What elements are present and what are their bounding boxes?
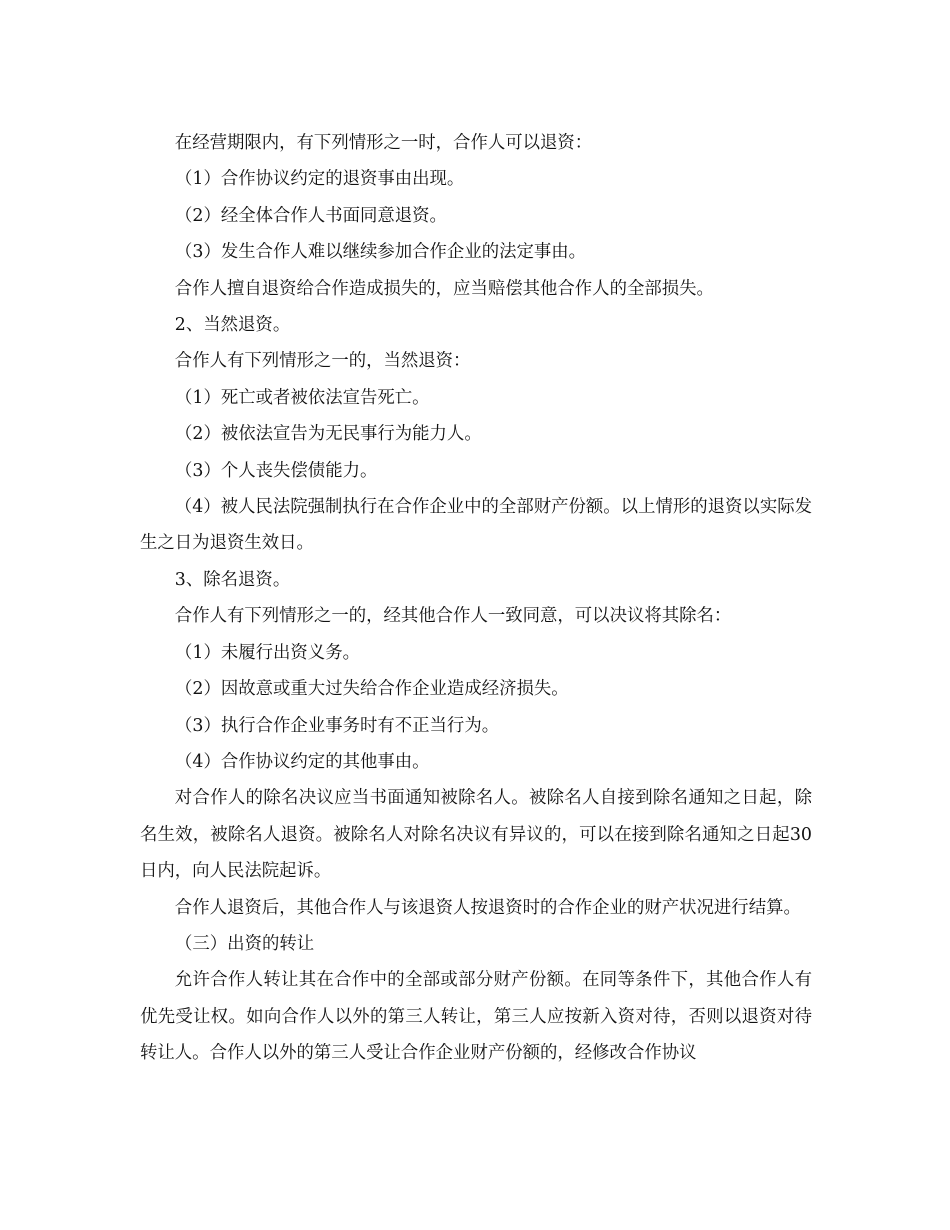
paragraph-withdrawal-intro: 在经营期限内，有下列情形之一时，合作人可以退资：: [174, 133, 593, 153]
list-item: （1）合作协议约定的退资事由出现。: [175, 169, 465, 190]
section-heading-automatic-withdrawal: 2、当然退资。: [174, 315, 291, 336]
paragraph-transfer: 允许合作人转让其在合作中的全部或部分财产份额。在同等条件下，其他合作人有优先受让权。如向合作人以外的第三人转让，第三人应按新入资对待，否则以退资对待转让人。合作人以外的第三人受让合作企业财产份额的，经修改合作协议: [140, 970, 812, 1064]
paragraph-expulsion-notice: 对合作人的除名决议应当书面通知被除名人。被除名人自接到除名通知之日起，除名生效，被除名人退资。被除名人对除名决议有异议的，可以在接到除名通知之日起30日内，向人民法院起诉。: [140, 788, 812, 882]
document-body: [140, 125, 812, 1072]
list-item: （3）发生合作人难以继续参加合作企业的法定事由。: [175, 242, 587, 263]
section-heading-transfer: （三）出资的转让: [175, 933, 315, 954]
paragraph-expulsion-intro: 合作人有下列情形之一的，经其他合作人一致同意，可以决议将其除名：: [174, 606, 732, 627]
list-item: （1）死亡或者被依法宣告死亡。: [175, 387, 430, 408]
list-item: （1）未履行出资义务。: [175, 642, 360, 663]
list-item: （2）被依法宣告为无民事行为能力人。: [175, 424, 482, 445]
list-item: （2）经全体合作人书面同意退资。: [175, 205, 447, 226]
paragraph-court-enforcement: （4）被人民法院强制执行在合作企业中的全部财产份额。以上情形的退资以实际发生之日为退资生效日。: [140, 497, 812, 554]
paragraph-settlement: 合作人退资后，其他合作人与该退资人按退资时的合作企业的财产状况进行结算。: [174, 897, 801, 918]
list-item: （3）个人丧失偿债能力。: [175, 460, 378, 481]
paragraph-unauthorized-withdrawal: 合作人擅自退资给合作造成损失的，应当赔偿其他合作人的全部损失。: [174, 278, 714, 299]
list-item: （3）执行合作企业事务时有不正当行为。: [175, 715, 500, 736]
list-item: （2）因故意或重大过失给合作企业造成经济损失。: [175, 679, 569, 700]
paragraph-automatic-intro: 合作人有下列情形之一的，当然退资：: [174, 351, 471, 372]
section-heading-expulsion: 3、除名退资。: [174, 569, 291, 590]
list-item: （4）合作协议约定的其他事由。: [175, 751, 430, 772]
